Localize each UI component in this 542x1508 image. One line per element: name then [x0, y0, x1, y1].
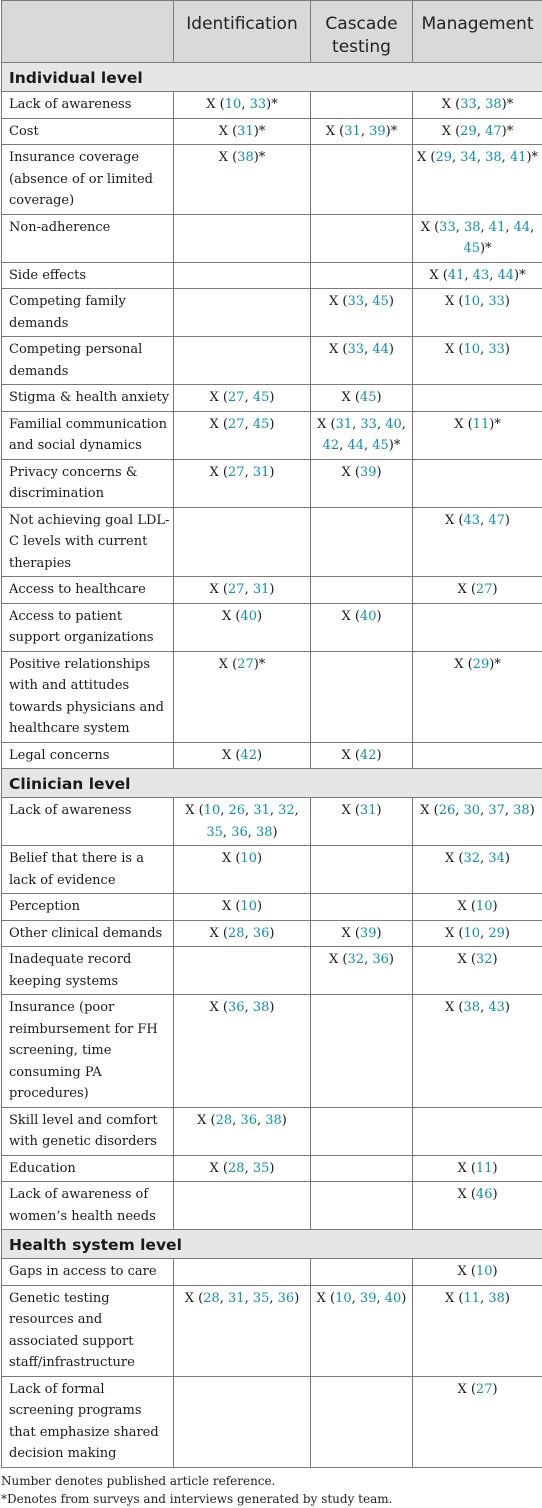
reference-link[interactable]: 32: [476, 952, 493, 967]
value-cell: X (28, 36, 38): [174, 1107, 311, 1155]
reference-link[interactable]: 28: [203, 1291, 220, 1306]
value-cell: X (27, 31): [174, 577, 311, 604]
barrier-label: Gaps in access to care: [2, 1259, 174, 1286]
table-row: [2, 1182, 542, 1230]
reference-link[interactable]: 45: [253, 417, 270, 432]
value-cell: X (28, 31, 35, 36): [174, 1285, 311, 1376]
reference-link[interactable]: 36: [240, 1113, 257, 1128]
table-row: [2, 995, 542, 1108]
table-row: [2, 1376, 542, 1467]
table-row: [2, 1285, 542, 1376]
reference-link[interactable]: 43: [464, 513, 481, 528]
table-row: [2, 118, 542, 145]
value-cell: X (31, 33, 40, 42, 44, 45)*: [311, 411, 413, 459]
reference-link[interactable]: 27: [228, 417, 245, 432]
reference-link[interactable]: 31: [360, 803, 377, 818]
reference-link[interactable]: 40: [240, 609, 257, 624]
value-cell: X (41, 43, 44)*: [413, 262, 542, 289]
reference-link[interactable]: 37: [488, 803, 505, 818]
reference-link[interactable]: 45: [372, 294, 389, 309]
reference-link[interactable]: 32: [348, 952, 365, 967]
reference-link[interactable]: 40: [385, 1291, 402, 1306]
value-cell: X (33, 38, 41, 44, 45)*: [413, 214, 542, 262]
value-cell: X (33, 38)*: [413, 92, 542, 119]
reference-link[interactable]: 39: [360, 465, 377, 480]
section-row: [2, 1230, 542, 1259]
reference-link[interactable]: 36: [231, 825, 248, 840]
value-cell: [174, 214, 311, 262]
table-row: [2, 603, 542, 651]
column-header-management: Management: [413, 1, 542, 63]
value-cell: X (32, 36): [311, 947, 413, 995]
reference-link[interactable]: 32: [464, 851, 481, 866]
column-header-identification: Identification: [174, 1, 311, 63]
value-cell: X (38, 43): [413, 995, 542, 1108]
value-cell: X (10, 29): [413, 920, 542, 947]
table-row: [2, 651, 542, 742]
reference-link[interactable]: 31: [253, 803, 270, 818]
reference-link[interactable]: 41: [489, 220, 506, 235]
table-row: [2, 411, 542, 459]
reference-link[interactable]: 32: [278, 803, 295, 818]
reference-link[interactable]: 31: [228, 1291, 245, 1306]
reference-link[interactable]: 10: [240, 851, 257, 866]
value-cell: [413, 603, 542, 651]
reference-link[interactable]: 38: [513, 803, 530, 818]
value-cell: X (39): [311, 920, 413, 947]
reference-link[interactable]: 10: [476, 1264, 493, 1279]
value-cell: X (11)*: [413, 411, 542, 459]
value-cell: X (40): [311, 603, 413, 651]
barrier-label: Access to patient support organizations: [2, 603, 174, 651]
footnote-survey: *Denotes from surveys and interviews generated by study team.: [1, 1490, 542, 1508]
table-row: [2, 214, 542, 262]
barrier-label: Inadequate record keeping systems: [2, 947, 174, 995]
value-cell: [311, 262, 413, 289]
value-cell: X (46): [413, 1182, 542, 1230]
footnote-reference: Number denotes published article reference.: [1, 1472, 542, 1490]
table-row: [2, 1107, 542, 1155]
barrier-label: Not achieving goal LDL-C levels with current therapies: [2, 507, 174, 577]
section-row: [2, 769, 542, 798]
value-cell: X (40): [174, 603, 311, 651]
reference-link[interactable]: 33: [460, 97, 477, 112]
reference-link[interactable]: 42: [240, 748, 257, 763]
value-cell: X (29)*: [413, 651, 542, 742]
reference-link[interactable]: 29: [435, 150, 452, 165]
reference-link[interactable]: 10: [225, 97, 242, 112]
reference-link[interactable]: 41: [510, 150, 527, 165]
reference-link[interactable]: 39: [369, 124, 386, 139]
reference-link[interactable]: 45: [360, 390, 377, 405]
reference-link[interactable]: 33: [439, 220, 456, 235]
barrier-label: Lack of awareness: [2, 92, 174, 119]
reference-link[interactable]: 10: [204, 803, 221, 818]
barrier-label: Lack of awareness of women’s health needs: [2, 1182, 174, 1230]
value-cell: X (27): [413, 1376, 542, 1467]
reference-link[interactable]: 31: [237, 124, 254, 139]
value-cell: [413, 742, 542, 769]
reference-link[interactable]: 10: [335, 1291, 352, 1306]
reference-link[interactable]: 10: [240, 899, 257, 914]
value-cell: X (33, 44): [311, 337, 413, 385]
value-cell: X (42): [311, 742, 413, 769]
table-row: [2, 385, 542, 412]
barrier-label: Lack of awareness: [2, 798, 174, 846]
reference-link[interactable]: 38: [485, 150, 502, 165]
value-cell: X (10, 33): [413, 337, 542, 385]
barrier-label: Non-adherence: [2, 214, 174, 262]
table-row: [2, 1155, 542, 1182]
value-cell: X (10): [174, 894, 311, 921]
reference-link[interactable]: 33: [348, 294, 365, 309]
value-cell: X (27, 45): [174, 385, 311, 412]
section-title: Individual level: [2, 63, 542, 92]
reference-link[interactable]: 44: [372, 342, 389, 357]
reference-link[interactable]: 31: [253, 465, 270, 480]
value-cell: X (27)*: [174, 651, 311, 742]
value-cell: [311, 577, 413, 604]
section-row: [2, 63, 542, 92]
table-body: [2, 63, 542, 1468]
value-cell: X (11, 38): [413, 1285, 542, 1376]
value-cell: X (32, 34): [413, 846, 542, 894]
reference-link[interactable]: 30: [464, 803, 481, 818]
value-cell: X (31, 39)*: [311, 118, 413, 145]
reference-link[interactable]: 45: [253, 390, 270, 405]
value-cell: X (38)*: [174, 145, 311, 215]
table-row: [2, 459, 542, 507]
table-row: [2, 947, 542, 995]
table-row: [2, 577, 542, 604]
value-cell: [311, 92, 413, 119]
value-cell: X (31)*: [174, 118, 311, 145]
value-cell: [174, 947, 311, 995]
reference-link[interactable]: 33: [360, 417, 377, 432]
value-cell: X (29, 47)*: [413, 118, 542, 145]
barrier-label: Insurance coverage (absence of or limited coverage): [2, 145, 174, 215]
value-cell: [174, 262, 311, 289]
value-cell: X (10): [174, 846, 311, 894]
reference-link[interactable]: 36: [278, 1291, 295, 1306]
value-cell: X (10): [413, 1259, 542, 1286]
reference-link[interactable]: 10: [464, 294, 481, 309]
reference-link[interactable]: 42: [323, 438, 340, 453]
barrier-label: Education: [2, 1155, 174, 1182]
reference-link[interactable]: 35: [253, 1291, 270, 1306]
reference-link[interactable]: 40: [360, 609, 377, 624]
reference-link[interactable]: 33: [488, 342, 505, 357]
table-row: [2, 920, 542, 947]
reference-link[interactable]: 39: [360, 926, 377, 941]
barrier-label: Access to healthcare: [2, 577, 174, 604]
value-cell: X (27, 45): [174, 411, 311, 459]
barrier-label: Insurance (poor reimbursement for FH screening, time consuming PA procedures): [2, 995, 174, 1108]
barrier-label: Belief that there is a lack of evidence: [2, 846, 174, 894]
header-row: [2, 1, 542, 63]
column-header-cascade-testing: Cascade testing: [311, 1, 413, 63]
table-row: [2, 262, 542, 289]
section-title: Health system level: [2, 1230, 542, 1259]
value-cell: X (36, 38): [174, 995, 311, 1108]
reference-link[interactable]: 27: [237, 657, 254, 672]
value-cell: [311, 995, 413, 1108]
value-cell: [311, 1155, 413, 1182]
value-cell: X (10): [413, 894, 542, 921]
value-cell: X (33, 45): [311, 289, 413, 337]
value-cell: X (11): [413, 1155, 542, 1182]
barrier-label: Stigma & health anxiety: [2, 385, 174, 412]
value-cell: X (10, 26, 31, 32, 35, 36, 38): [174, 798, 311, 846]
barrier-label: Competing family demands: [2, 289, 174, 337]
reference-link[interactable]: 34: [488, 851, 505, 866]
value-cell: [311, 846, 413, 894]
value-cell: [174, 337, 311, 385]
reference-link[interactable]: 33: [488, 294, 505, 309]
value-cell: [413, 459, 542, 507]
value-cell: [311, 1376, 413, 1467]
barrier-label: Lack of formal screening programs that emphasize shared decision making: [2, 1376, 174, 1467]
reference-link[interactable]: 44: [497, 268, 514, 283]
barrier-label: Positive relationships with and attitudes towards physicians and healthcare system: [2, 651, 174, 742]
reference-link[interactable]: 11: [464, 1291, 481, 1306]
value-cell: [413, 385, 542, 412]
value-cell: [174, 1182, 311, 1230]
reference-link[interactable]: 36: [372, 952, 389, 967]
reference-link[interactable]: 45: [463, 241, 480, 256]
reference-link[interactable]: 28: [228, 926, 245, 941]
reference-link[interactable]: 45: [372, 438, 389, 453]
reference-link[interactable]: 44: [514, 220, 531, 235]
value-cell: [174, 1259, 311, 1286]
value-cell: X (29, 34, 38, 41)*: [413, 145, 542, 215]
table-footnotes: [0, 1468, 542, 1508]
table-row: [2, 894, 542, 921]
value-cell: [311, 507, 413, 577]
section-title: Clinician level: [2, 769, 542, 798]
table-row: [2, 742, 542, 769]
value-cell: X (10, 33)*: [174, 92, 311, 119]
reference-link[interactable]: 35: [206, 825, 223, 840]
reference-link[interactable]: 36: [253, 926, 270, 941]
reference-link[interactable]: 26: [228, 803, 245, 818]
table-row: [2, 846, 542, 894]
barriers-table: [1, 0, 542, 1468]
reference-link[interactable]: 38: [265, 1113, 282, 1128]
value-cell: X (39): [311, 459, 413, 507]
table-row: [2, 1259, 542, 1286]
reference-link[interactable]: 40: [385, 417, 402, 432]
reference-link[interactable]: 38: [464, 220, 481, 235]
value-cell: X (43, 47): [413, 507, 542, 577]
barrier-label: Genetic testing resources and associated support staff/infrastructure: [2, 1285, 174, 1376]
reference-link[interactable]: 43: [473, 268, 490, 283]
value-cell: [174, 507, 311, 577]
barrier-label: Familial communication and social dynamics: [2, 411, 174, 459]
value-cell: X (10, 39, 40): [311, 1285, 413, 1376]
reference-link[interactable]: 38: [253, 1000, 270, 1015]
value-cell: [311, 894, 413, 921]
column-header-blank: [2, 1, 174, 63]
reference-link[interactable]: 31: [336, 417, 353, 432]
reference-link[interactable]: 33: [348, 342, 365, 357]
reference-link[interactable]: 31: [344, 124, 361, 139]
reference-link[interactable]: 11: [473, 417, 490, 432]
table-row: [2, 289, 542, 337]
table-row: [2, 798, 542, 846]
reference-link[interactable]: 29: [473, 657, 490, 672]
value-cell: X (10, 33): [413, 289, 542, 337]
reference-link[interactable]: 47: [485, 124, 502, 139]
barrier-label: Side effects: [2, 262, 174, 289]
value-cell: [174, 289, 311, 337]
value-cell: X (28, 35): [174, 1155, 311, 1182]
reference-link[interactable]: 31: [253, 582, 270, 597]
value-cell: X (27, 31): [174, 459, 311, 507]
value-cell: X (26, 30, 37, 38): [413, 798, 542, 846]
reference-link[interactable]: 34: [460, 150, 477, 165]
value-cell: X (42): [174, 742, 311, 769]
value-cell: [174, 1376, 311, 1467]
value-cell: [311, 1259, 413, 1286]
reference-link[interactable]: 10: [464, 926, 481, 941]
reference-link[interactable]: 11: [476, 1161, 493, 1176]
value-cell: [311, 651, 413, 742]
barrier-label: Other clinical demands: [2, 920, 174, 947]
reference-link[interactable]: 27: [228, 465, 245, 480]
reference-link[interactable]: 38: [485, 97, 502, 112]
reference-link[interactable]: 27: [228, 582, 245, 597]
barrier-label: Legal concerns: [2, 742, 174, 769]
value-cell: [413, 1107, 542, 1155]
barrier-label: Privacy concerns & discrimination: [2, 459, 174, 507]
value-cell: [311, 1107, 413, 1155]
reference-link[interactable]: 46: [476, 1187, 493, 1202]
reference-link[interactable]: 35: [253, 1161, 270, 1176]
table-row: [2, 507, 542, 577]
reference-link[interactable]: 44: [347, 438, 364, 453]
reference-link[interactable]: 29: [460, 124, 477, 139]
value-cell: X (28, 36): [174, 920, 311, 947]
reference-link[interactable]: 43: [488, 1000, 505, 1015]
reference-link[interactable]: 42: [360, 748, 377, 763]
reference-link[interactable]: 38: [488, 1291, 505, 1306]
table-row: [2, 145, 542, 215]
reference-link[interactable]: 33: [250, 97, 267, 112]
reference-link[interactable]: 38: [464, 1000, 481, 1015]
barrier-label: Competing personal demands: [2, 337, 174, 385]
table-row: [2, 337, 542, 385]
reference-link[interactable]: 27: [228, 390, 245, 405]
reference-link[interactable]: 27: [476, 1382, 493, 1397]
reference-link[interactable]: 26: [439, 803, 456, 818]
value-cell: X (45): [311, 385, 413, 412]
reference-link[interactable]: 27: [476, 582, 493, 597]
value-cell: X (31): [311, 798, 413, 846]
reference-link[interactable]: 28: [216, 1113, 233, 1128]
reference-link[interactable]: 10: [476, 899, 493, 914]
reference-link[interactable]: 47: [488, 513, 505, 528]
barrier-label: Cost: [2, 118, 174, 145]
barrier-label: Perception: [2, 894, 174, 921]
reference-link[interactable]: 36: [228, 1000, 245, 1015]
barrier-label: Skill level and comfort with genetic disorders: [2, 1107, 174, 1155]
reference-link[interactable]: 38: [256, 825, 273, 840]
value-cell: X (32): [413, 947, 542, 995]
reference-link[interactable]: 28: [228, 1161, 245, 1176]
value-cell: [311, 214, 413, 262]
reference-link[interactable]: 39: [360, 1291, 377, 1306]
reference-link[interactable]: 41: [448, 268, 465, 283]
reference-link[interactable]: 38: [237, 150, 254, 165]
value-cell: [311, 1182, 413, 1230]
reference-link[interactable]: 29: [488, 926, 505, 941]
value-cell: X (27): [413, 577, 542, 604]
table-row: [2, 92, 542, 119]
value-cell: [311, 145, 413, 215]
reference-link[interactable]: 10: [464, 342, 481, 357]
